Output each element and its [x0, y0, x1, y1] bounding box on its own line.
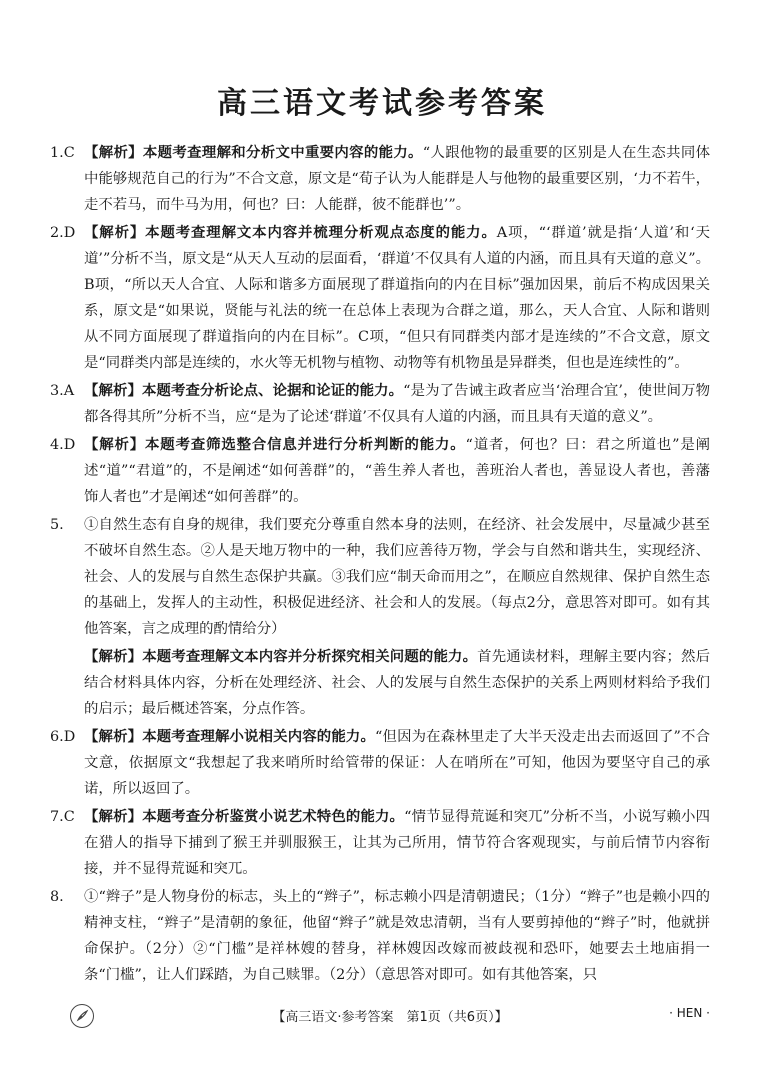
analysis-tag: 【解析】 — [84, 809, 143, 825]
analysis-tag: 【解析】 — [84, 145, 143, 161]
analysis-text: “道者，何也？曰：君之所道也”是阐述“道”“君道”的，不是阐述“如何善群”的，“善生养人者也，善班治人者也，善显设人者也，善藩饰人者也”才是阐述“如何善群”的。 — [84, 437, 710, 505]
analysis-lead: 本题考查分析论点、论据和论证的能力。 — [142, 383, 404, 399]
analysis-lead: 本题考查分析鉴赏小说艺术特色的能力。 — [142, 809, 405, 825]
analysis-text: “但因为在森林里走了大半天没走出去而返回了”不合文意，依据原文“我想起了我来哨所时给管带的保证：人在哨所在”可知，他因为要坚守自己的承诺，所以返回了。 — [84, 729, 710, 797]
item-number: 7.C — [50, 809, 75, 825]
item-number: 1.C — [50, 145, 75, 161]
analysis-lead: 本题考查理解文本内容并分析探究相关问题的能力。 — [142, 649, 478, 665]
item-number: 4.D — [50, 437, 76, 453]
footer-code: · HEN · — [669, 1006, 710, 1020]
item-number: 2.D — [50, 225, 76, 241]
answer-list — [50, 140, 710, 990]
analysis-lead: 本题考查理解和分析文中重要内容的能力。 — [142, 145, 423, 161]
answer-item-6 — [50, 724, 710, 802]
answer-item-4 — [50, 432, 710, 510]
footer-page-info: 【高三语文·参考答案 第1页（共6页）】 — [272, 1010, 508, 1025]
analysis-lead: 本题考查理解小说相关内容的能力。 — [142, 729, 376, 745]
item-number: 6.D — [50, 729, 76, 745]
item-number: 8. — [50, 889, 64, 905]
analysis-text: 首先通读材料，理解主要内容；然后结合材料具体内容，分析在处理经济、社会、人的发展与自然生态保护的关系上两则材料给予我们的启示；最后概述答案，分点作答。 — [84, 649, 710, 717]
page-footer — [70, 1004, 710, 1030]
analysis-text: “人跟他物的最重要的区别是人在生态共同体中能够规范自己的行为”不合文意，原文是“荀子认为人能群是人与他物的最重要区别，‘力不若牛，走不若马，而牛马为用，何也？曰：人能群，彼不能群也’”。 — [84, 145, 710, 213]
answer-item-5-analysis — [50, 644, 710, 722]
answer-text: ①“辫子”是人物身份的标志，头上的“辫子”，标志赖小四是清朝遗民；（1分）“辫子”也是赖小四的精神支柱，“辫子”是清朝的象征，他留“辫子”就是效忠清朝，当有人要剪掉他的“辫子”时，他就拼命保护。（2分）②“门槛”是祥林嫂的替身，祥林嫂因改嫁而被歧视和恐吓，她要去土地庙捐一条“门槛”，让人们踩踏，为自己赎罪。（2分）（意思答对即可。如有其他答案，只 — [84, 889, 710, 983]
answer-item-8 — [50, 884, 710, 988]
answer-text: ①自然生态有自身的规律，我们要充分尊重自然本身的法则，在经济、社会发展中，尽量减少甚至不破坏自然生态。②人是天地万物中的一种，我们应善待万物，学会与自然和谐共生，实现经济、社会、人的发展与自然生态保护共赢。③我们应“制天命而用之”，在顺应自然规律、保护自然生态的基础上，发挥人的主动性，积极促进经济、社会和人的发展。（每点2分，意思答对即可。如有其他答案，言之成理的酌情给分） — [84, 517, 710, 637]
analysis-text: “情节显得荒诞和突兀”分析不当，小说写赖小四在猎人的指导下捕到了猴王并驯服猴王，让其为己所用，情节符合客观现实，与前后情节内容衔接，并不显得荒诞和突兀。 — [84, 809, 710, 877]
analysis-tag: 【解析】 — [84, 225, 146, 241]
page-title: 高三语文考试参考答案 — [217, 86, 547, 121]
analysis-lead: 本题考查筛选整合信息并进行分析判断的能力。 — [145, 437, 466, 453]
answer-item-2 — [50, 220, 710, 376]
answer-item-7 — [50, 804, 710, 882]
answer-item-5 — [50, 512, 710, 642]
item-number: 5. — [50, 517, 64, 533]
analysis-text: A项，“‘群道’就是指‘人道’和‘天道’”分析不当，原文是“从天人互动的层面看，‘群道’不仅具有人道的内涵，而且具有天道的意义”。B项，“所以天人合宜、人际和谐多方面展现了群道指向的内在目标”强加因果，前后不构成因果关系，原文是“如果说，贤能与礼法的统一在总体上表现为合群之道，那么，天人合宜、人际和谐则从不同方面展现了群道指向的内在目标”。C项，“但只有同群类内部才是连续的”不合文意，原文是“同群类内部是连续的，水火等无机物与植物、动物等有机物虽是异群类，但也是连续性的”。 — [84, 225, 710, 371]
item-number: 3.A — [50, 383, 75, 399]
analysis-lead: 本题考查理解文本内容并梳理分析观点态度的能力。 — [145, 225, 497, 241]
analysis-tag: 【解析】 — [84, 437, 146, 453]
analysis-tag: 【解析】 — [84, 729, 143, 745]
analysis-tag: 【解析】 — [84, 383, 143, 399]
analysis-tag: 【解析】 — [84, 649, 143, 665]
answer-item-3 — [50, 378, 710, 430]
analysis-text: “是为了告诫主政者应当‘治理合宜’，使世间万物都各得其所”分析不当，应“是为了论述‘群道’不仅具有人道的内涵，而且具有天道的意义”。 — [84, 383, 710, 425]
answer-item-1 — [50, 140, 710, 218]
